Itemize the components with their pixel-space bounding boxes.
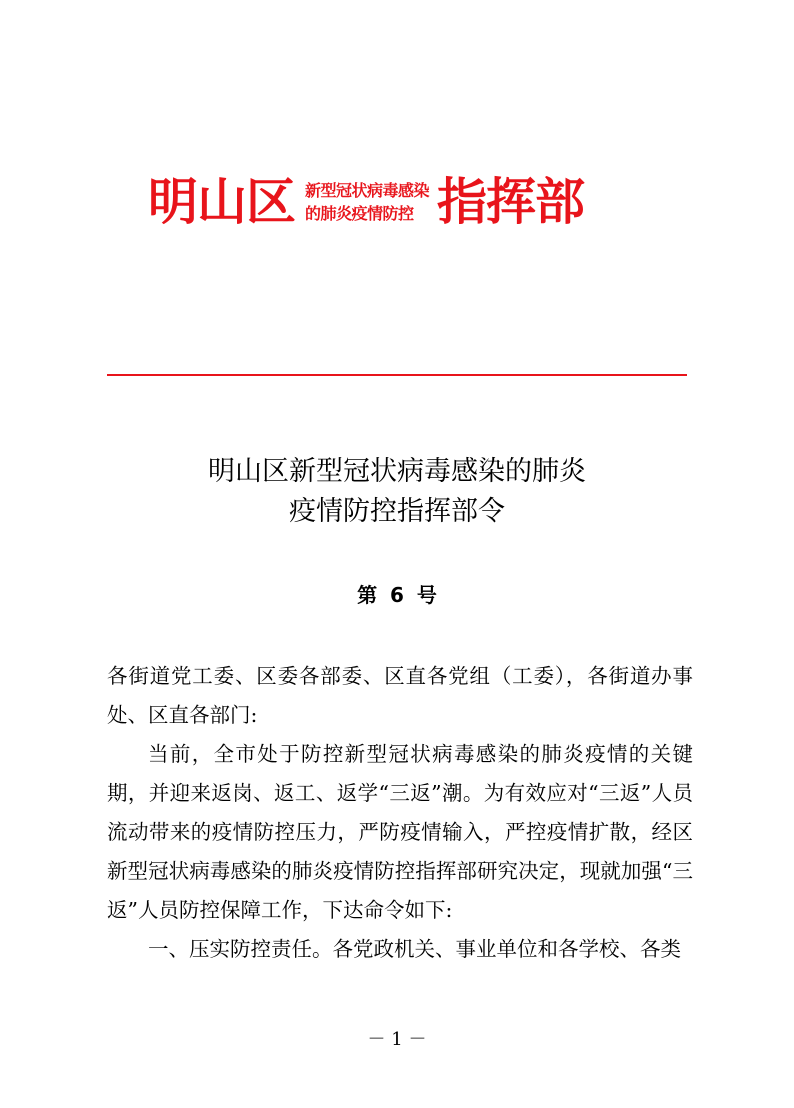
masthead-command: 指挥部 xyxy=(437,172,585,231)
masthead-subtitle-line2: 的肺炎疫情防控 xyxy=(305,204,414,223)
document-body xyxy=(107,657,693,969)
page-number: － 1 － xyxy=(367,1029,427,1050)
document-title-line2: 疫情防控指挥部令 xyxy=(289,496,505,527)
body-paragraph-2: 一、压实防控责任。各党政机关、事业单位和各学校、各类 xyxy=(148,937,681,961)
red-separator-line xyxy=(107,374,687,376)
masthead-subtitle-line1: 新型冠状病毒感染 xyxy=(305,181,430,200)
masthead-subtitle xyxy=(305,179,429,225)
document-number: 第 6 号 xyxy=(357,583,437,607)
body-paragraph-1: 当前，全市处于防控新型冠状病毒感染的肺炎疫情的关键期，并迎来返岗、返工、返学“三返”潮。为有效应对“三返”人员流动带来的疫情防控压力，严防疫情输入，严控疫情扩散，经区新型冠状病毒感染的肺炎疫情防控指挥部研究决定，现就加强“三返”人员防控保障工作，下达命令如下: xyxy=(107,742,693,922)
document-title-line1: 明山区新型冠状病毒感染的肺炎 xyxy=(208,456,586,487)
masthead-district: 明山区 xyxy=(148,172,295,231)
addressee-paragraph: 各街道党工委、区委各部委、区直各党组（工委），各街道办事处、区直各部门: xyxy=(107,664,693,727)
document-title xyxy=(0,452,794,532)
masthead xyxy=(148,170,648,234)
